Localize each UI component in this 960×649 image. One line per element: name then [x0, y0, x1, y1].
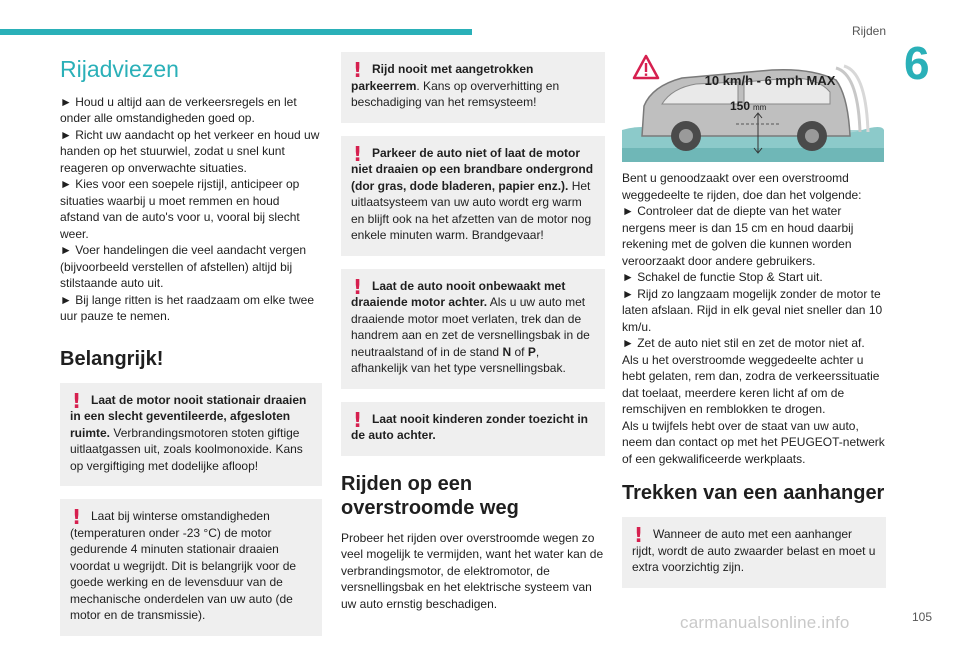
advice-item: ► Richt uw aandacht op het verkeer en houd uw handen op het stuurwiel, zodat u snel kunt reageren op onverwachte situaties.	[60, 127, 320, 175]
warning-bold-text: Parkeer de auto niet of laat de motor niet draaien op een brandbare ondergrond (dor gras, dode bladeren, papier enz.).	[351, 145, 594, 193]
column-2	[341, 52, 605, 612]
page-number: 105	[911, 610, 932, 624]
column-1	[60, 52, 322, 649]
warning-text: Laat bij winterse omstandigheden (temperaturen onder -23 °C) de motor gedurende 4 minuten stationair draaien voordat u wegrijdt. Dit is belangrijk voor de goede werking en de levensduur van de mechanische onderdelen van uw auto (de motor en de transmissie).	[70, 509, 297, 623]
warning-box	[341, 269, 605, 389]
warning-box	[341, 136, 605, 256]
flooded-road-text: Als u twijfels hebt over de staat van uw auto, neem dan contact op met het PEUGEOT-netwerk of een gekwalificeerde werkplaats.	[622, 418, 885, 466]
exclamation-warning-icon: !	[353, 274, 363, 299]
warning-box	[341, 52, 605, 123]
exclamation-warning-icon: !	[72, 388, 82, 413]
warning-text: Wanneer de auto met een aanhanger rijdt, wordt de auto zwaarder belast en moet u extra voorzichtig zijn.	[632, 527, 876, 574]
warning-text: Als u uw auto met draaiende motor moet verlaten, trek dan de handrem aan en zet de versnellingsbak in de neutraalstand of in de stand	[351, 295, 590, 359]
flooded-road-step: ► Rijd zo langzaam mogelijk zonder de motor te laten afslaan. Rijd in elk geval niet sneller dan 10 km/u.	[622, 286, 883, 334]
advice-item: ► Kies voor een soepele rijstijl, anticipeer op situaties waarbij u moet remmen en houd afstand van de auto's voor u, vooral bij slecht weer.	[60, 177, 300, 241]
gear-p-label: P	[527, 344, 536, 359]
flooded-road-step: ► Schakel de functie Stop & Start uit.	[622, 270, 823, 284]
depth-value: 150	[729, 99, 750, 113]
advice-item: ► Houd u altijd aan de verkeersregels en let onder alle omstandigheden goed op.	[60, 94, 297, 126]
flooded-road-step: ► Zet de auto niet stil en zet de motor niet af.	[622, 336, 865, 350]
warning-box	[622, 517, 886, 588]
flooded-road-heading: Rijden op een overstroomde weg	[341, 472, 519, 519]
warning-text: . Kans op oververhitting en beschadiging van het remsysteem!	[351, 78, 560, 109]
speed-limit-label: 10 km/h - 6 mph MAX	[704, 73, 836, 88]
warning-text: Verbrandingsmotoren stoten giftige uitlaatgassen uit, zoals koolmonoxide. Kans op vergiftiging met dodelijke afloop!	[70, 425, 303, 473]
warning-bold-text: Laat nooit kinderen zonder toezicht in de auto achter.	[351, 411, 589, 442]
flooded-road-text: Als u het overstroomde weggedeelte achter u hebt gelaten, rem dan, zodra de verkeerssituatie dat toelaat, meerdere keren licht af om de remschijven en remblokken te drogen.	[622, 352, 880, 416]
column-3	[622, 52, 886, 601]
advice-item: ► Bij lange ritten is het raadzaam om elke twee uur pauze te nemen.	[60, 292, 314, 324]
warning-text: Het uitlaatsysteem van uw auto wordt erg warm en blijft ook na het afzetten van de motor nog enkele minuten warm. Brandgevaar!	[351, 178, 592, 242]
warning-text: , afhankelijk van het type versnellingsbak.	[351, 344, 566, 375]
chapter-number: 6	[904, 37, 930, 89]
advice-item: ► Voer handelingen die veel aandacht vergen (bijvoorbeeld verstellen of afstellen) altijd bij stilstaande auto uit.	[60, 243, 307, 291]
warning-bold-text: Laat de motor nooit stationair draaien in een slecht geventileerde, afgesloten ruimte.	[70, 392, 307, 440]
important-heading: Belangrijk!	[60, 347, 164, 370]
warning-box	[341, 402, 605, 456]
section-title: Rijden	[851, 24, 886, 38]
exclamation-warning-icon: !	[634, 523, 644, 547]
flooded-road-text: Probeer het rijden over overstroomde wegen zo veel mogelijk te vermijden, want het water kan de verbrandingsmotor, de elektromotor, de versnellingsbak en het elektrische systeem van uw auto ernstig beschadigen.	[341, 530, 604, 611]
flooded-road-text: Bent u genoodzaakt over een overstroomd weggedeelte te rijden, doe dan het volgende:	[622, 171, 862, 202]
warning-bold-text: Laat de auto nooit onbewaakt met draaiende motor achter.	[351, 278, 566, 309]
gear-n-label: N	[502, 344, 512, 359]
flooded-road-step: ► Controleer dat de diepte van het water nergens meer is dan 15 cm en houd daarbij rekening met de golven die kunnen worden veroorzaakt door andere gebruikers.	[622, 204, 854, 268]
exclamation-warning-icon: !	[353, 58, 363, 82]
warning-box	[60, 499, 322, 636]
flooded-road-illustration	[622, 52, 884, 162]
exclamation-warning-icon: !	[72, 505, 82, 530]
watermark: carmanualsonline.info	[680, 613, 850, 632]
warning-bold-text: Rijd nooit met aangetrokken parkeerrem	[351, 62, 534, 93]
warning-text: of	[511, 344, 528, 359]
header-accent-bar	[0, 29, 472, 35]
driving-tips-title: Rijadviezen	[60, 56, 179, 82]
exclamation-warning-icon: !	[353, 141, 363, 166]
trailer-heading: Trekken van een aanhanger	[622, 482, 885, 504]
exclamation-warning-icon: !	[353, 407, 363, 432]
warning-box	[60, 383, 322, 487]
depth-unit: mm	[753, 103, 767, 112]
